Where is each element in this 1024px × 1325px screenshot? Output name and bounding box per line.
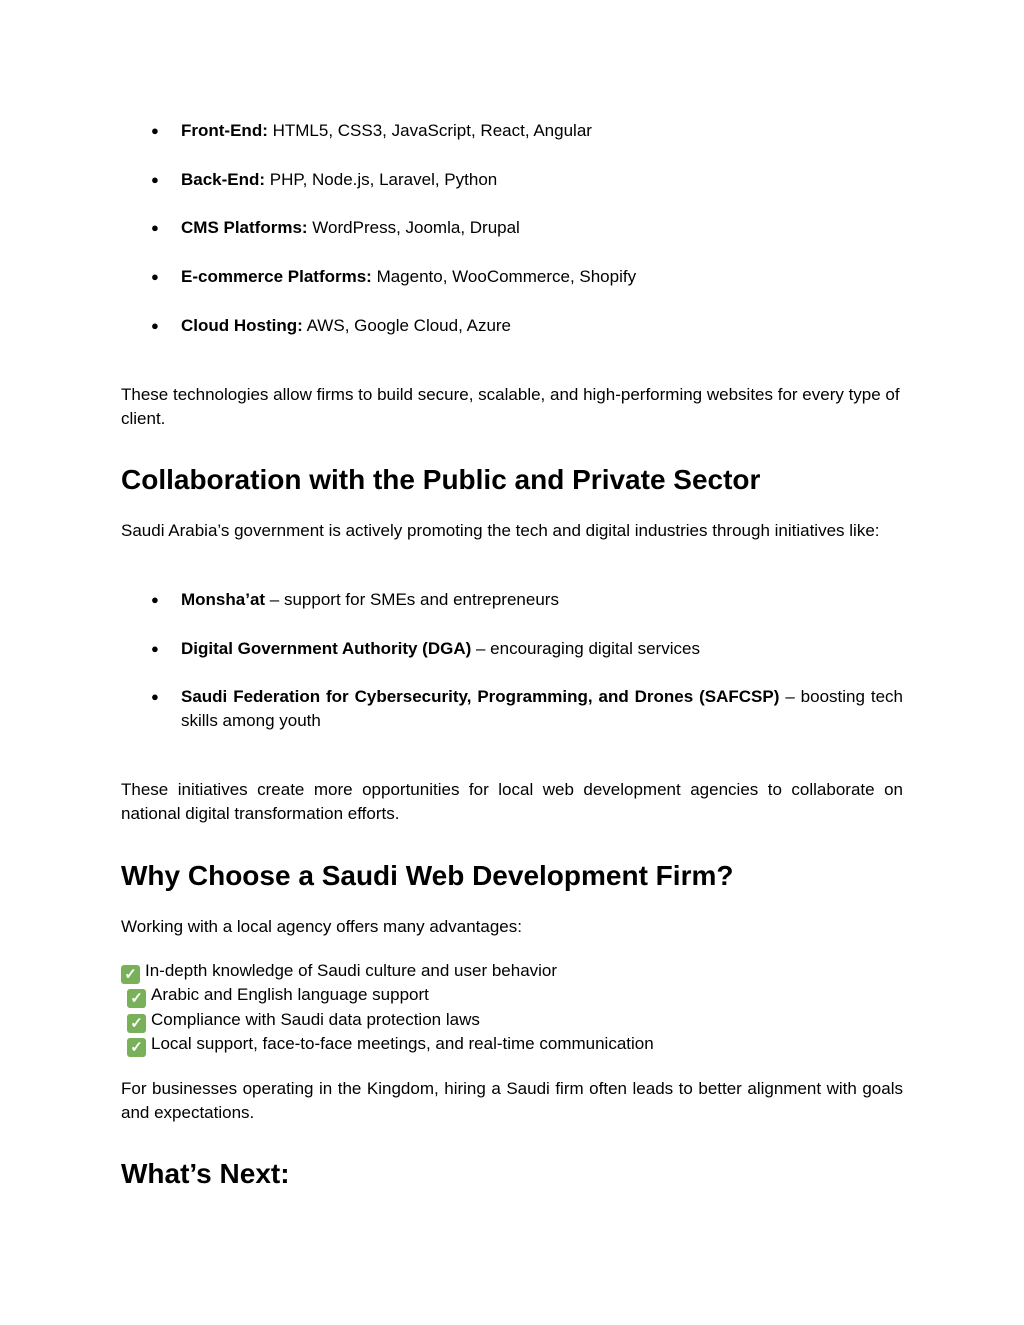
check-icon: ✓ [127,989,146,1008]
bullet-icon: ● [151,318,159,333]
bullet-icon: ● [151,123,159,138]
check-item: ✓ Arabic and English language support [127,983,429,1008]
bullet-icon: ● [151,269,159,284]
bullet-icon: ● [151,592,159,607]
list-item: ● Front-End: HTML5, CSS3, JavaScript, React, Angular [181,119,903,143]
list-item: ● Cloud Hosting: AWS, Google Cloud, Azure [181,314,903,338]
section-heading: What’s Next: [121,1158,290,1189]
paragraph: Saudi Arabia’s government is actively promoting the tech and digital industries through initiatives like: [121,521,880,540]
check-icon: ✓ [127,1038,146,1057]
list-item: ● Monsha’at – support for SMEs and entrepreneurs [181,588,903,612]
check-item: ✓ In-depth knowledge of Saudi culture and user behavior [121,959,557,984]
bullet-icon: ● [151,172,159,187]
tech-paragraph: These technologies allow firms to build secure, scalable, and high-performing websites for every type of client. [121,385,900,428]
bullet-icon: ● [151,220,159,235]
check-item: ✓ Local support, face-to-face meetings, and real-time communication [127,1032,654,1057]
paragraph: Working with a local agency offers many advantages: [121,917,522,936]
list-item: ● Digital Government Authority (DGA) – encouraging digital services [181,637,903,661]
bullet-icon: ● [151,689,159,704]
list-item: ● Back-End: PHP, Node.js, Laravel, Python [181,168,903,192]
paragraph: These initiatives create more opportunities for local web development agencies to collaborate on national digital transformation efforts. [121,780,903,823]
list-item: ● E-commerce Platforms: Magento, WooCommerce, Shopify [181,265,903,289]
section-heading: Collaboration with the Public and Private Sector [121,464,761,495]
bullet-icon: ● [151,641,159,656]
check-icon: ✓ [127,1014,146,1033]
list-item: ● Saudi Federation for Cybersecurity, Programming, and Drones (SAFCSP) – boosting tech skills among youth [151,687,904,730]
check-icon: ✓ [121,965,140,984]
list-item: ● CMS Platforms: WordPress, Joomla, Drupal [181,216,903,240]
section-heading: Why Choose a Saudi Web Development Firm? [121,860,734,891]
check-item: ✓ Compliance with Saudi data protection laws [127,1008,480,1033]
paragraph: For businesses operating in the Kingdom, hiring a Saudi firm often leads to better alignment with goals and expectations. [121,1079,903,1122]
